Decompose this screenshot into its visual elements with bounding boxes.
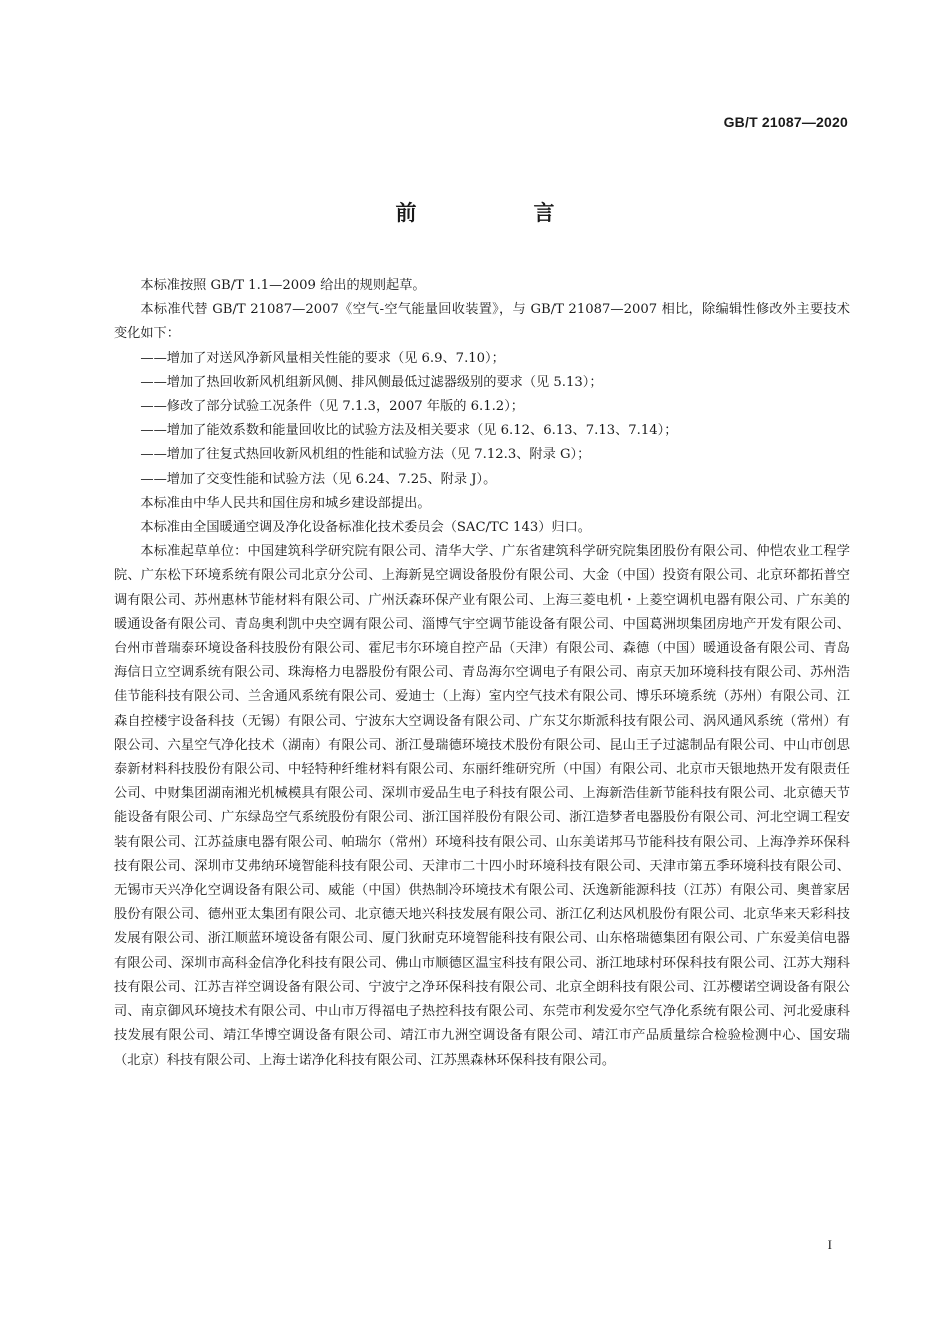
- list-item-change: ——修改了部分试验工况条件（见 7.1.3，2007 年版的 6.1.2）；: [140, 399, 524, 415]
- paragraph-drafting-units: 本标准起草单位：中国建筑科学研究院有限公司、清华大学、广东省建筑科学研究院集团股份有限公司、仲恺农业工程学院、广东松下环境系统有限公司北京分公司、上海新晃空调设备股份有限公司、大金（中国）投资有限公司、北京环都拓普空调有限公司、苏州惠林节能材料有限公司、广州沃森环保产业有限公司、上海三菱电机・上菱空调机电器有限公司、广东美的暖通设备有限公司、青岛奥利凯中央空调有限公司、淄博气宇空调节能设备有限公司、中国葛洲坝集团房地产开发有限公司、台州市普瑞泰环境设备科技股份有限公司、霍尼韦尔环境自控产品（天津）有限公司、森德（中国）暖通设备有限公司、青岛海信日立空调系统有限公司、珠海格力电器股份有限公司、青岛海尔空调电子有限公司、南京天加环境科技有限公司、苏州浩佳节能科技有限公司、兰舍通风系统有限公司、爱迪士（上海）室内空气技术有限公司、博乐环境系统（苏州）有限公司、江森自控楼宇设备科技（无锡）有限公司、宁波东大空调设备有限公司、广东艾尔斯派科技有限公司、涡风通风系统（常州）有限公司、六星空气净化技术（湖南）有限公司、浙江曼瑞德环境技术股份有限公司、昆山王子过滤制品有限公司、中山市创思泰新材料科技股份有限公司、中轻特种纤维材料有限公司、东丽纤维研究所（中国）有限公司、北京市天银地热开发有限责任公司、中财集团湖南湘光机械模具有限公司、深圳市爱品生电子科技有限公司、上海新浩佳新节能科技有限公司、北京德天节能设备有限公司、广东绿岛空气系统股份有限公司、浙江国祥股份有限公司、浙江造梦者电器股份有限公司、河北空调工程安装有限公司、江苏益康电器有限公司、帕瑞尔（常州）环境科技有限公司、山东美诺邦马节能科技有限公司、上海净养环保科技有限公司、深圳市艾弗纳环境智能科技有限公司、天津市二十四小时环境科技有限公司、天津市第五季环境科技有限公司、无锡市天兴净化空调设备有限公司、威能（中国）供热制冷环境技术有限公司、沃逸新能源科技（江苏）有限公司、奥普家居股份有限公司、德州亚太集团有限公司、北京德天地兴科技发展有限公司、浙江亿利达风机股份有限公司、北京华来天彩科技发展有限公司、浙江顺蓝环境设备有限公司、厦门狄耐克环境智能科技有限公司、山东格瑞德集团有限公司、广东爱美信电器有限公司、深圳市高科金信净化科技有限公司、佛山市顺德区温宝科技有限公司、浙江地球村环保科技有限公司、江苏大翔科技有限公司、江苏吉祥空调设备有限公司、宁波宁之净环保科技有限公司、北京全朗科技有限公司、江苏樱诺空调设备有限公司、南京御风环境技术有限公司、中山市万得福电子热控科技有限公司、东莞市利发爱尔空气净化系统有限公司、河北爱康科技发展有限公司、靖江华博空调设备有限公司、靖江市九洲空调设备有限公司、靖江市产品质量综合检验检测中心、国安瑞（北京）科技有限公司、上海士诺净化科技有限公司、江苏黑森林环保科技有限公司。: [114, 544, 850, 1068]
- paragraph-technical-committee: 本标准由全国暖通空调及净化设备标准化技术委员会（SAC/TC 143）归口。: [140, 520, 591, 536]
- list-item-change: ——增加了热回收新风机组新风侧、排风侧最低过滤器级别的要求（见 5.13）；: [140, 374, 603, 390]
- document-body: [114, 274, 850, 1073]
- paragraph-replacement: 本标准代替 GB/T 21087—2007《空气-空气能量回收装置》，与 GB/T 21087—2007 相比，除编辑性修改外主要技术变化如下：: [114, 302, 850, 342]
- list-item-change: ——增加了往复式热回收新风机组的性能和试验方法（见 7.12.3、附录 G）；: [140, 447, 591, 463]
- paragraph-drafting-rule: 本标准按照 GB/T 1.1—2009 给出的规则起草。: [140, 278, 426, 293]
- list-item-change: ——增加了能效系数和能量回收比的试验方法及相关要求（见 6.12、6.13、7.13、7.14）；: [140, 423, 678, 439]
- page-title: 前 言: [395, 201, 603, 225]
- page-number: I: [827, 1237, 832, 1252]
- list-item-change: ——增加了交变性能和试验方法（见 6.24、7.25、附录 J）。: [140, 471, 497, 487]
- standard-number: GB/T 21087—2020: [723, 114, 848, 130]
- list-item-change: ——增加了对送风净新风量相关性能的要求（见 6.9、7.10）；: [140, 350, 505, 366]
- paragraph-proposer: 本标准由中华人民共和国住房和城乡建设部提出。: [140, 495, 431, 511]
